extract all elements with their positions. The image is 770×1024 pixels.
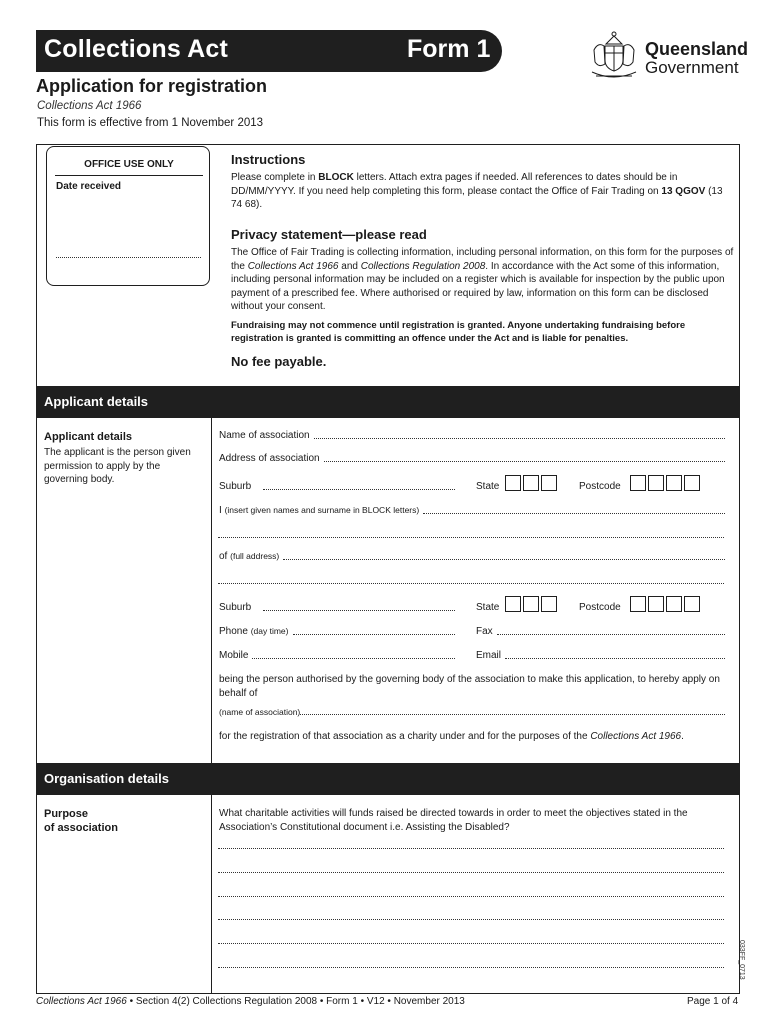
instructions-heading: Instructions bbox=[231, 152, 306, 167]
office-use-box bbox=[46, 146, 210, 286]
applicant-state-label: State bbox=[476, 602, 500, 613]
page-title: Application for registration bbox=[36, 76, 268, 96]
state-boxes[interactable] bbox=[505, 475, 559, 491]
effective-date: This form is effective from 1 November 2013 bbox=[37, 117, 264, 129]
act-name: Collections Act 1966 bbox=[37, 100, 142, 112]
purpose-heading: Purpose of association bbox=[44, 808, 118, 834]
purpose-answer-line[interactable] bbox=[218, 848, 724, 849]
applicant-side-heading: Applicant details bbox=[44, 431, 133, 443]
column-divider bbox=[211, 418, 212, 763]
no-fee-notice: No fee payable. bbox=[231, 354, 327, 369]
email-field[interactable]: Email bbox=[476, 650, 725, 661]
applicant-state-boxes[interactable] bbox=[505, 596, 559, 612]
form-code: 033FF_0713 bbox=[738, 940, 745, 980]
purpose-question: What charitable activities will funds raised be directed towards in order to meet the objectives stated in the Association’s Constitutional document i.e. Assisting the Disabled? bbox=[219, 808, 688, 833]
date-received-line bbox=[56, 257, 201, 258]
divider bbox=[55, 175, 203, 176]
applicant-postcode-boxes[interactable] bbox=[630, 596, 702, 612]
instructions-text: Please complete in BLOCK letters. Attach extra pages if needed. All references to dates should be in DD/MM/YYYY. If you need help completing this form, please contact the Office of Fair Trading on 13 QGOV (13 74 68). bbox=[231, 172, 723, 210]
fundraising-warning: Fundraising may not commence until registration is granted. Anyone undertaking fundraising before registration is granted is committing an offence under the Act and is liable for penalties. bbox=[231, 320, 686, 344]
applicant-name-field[interactable]: I (insert given names and surname in BLOCK letters) bbox=[219, 505, 725, 516]
coat-of-arms-icon bbox=[588, 30, 640, 82]
state-label: State bbox=[476, 481, 500, 492]
suburb-field[interactable]: Suburb bbox=[219, 481, 455, 492]
applicant-address-field[interactable]: of (full address) bbox=[219, 551, 725, 562]
mobile-field[interactable]: Mobile bbox=[219, 650, 455, 661]
phone-field[interactable]: Phone (day time) bbox=[219, 626, 455, 637]
organisation-section-header: Organisation details bbox=[36, 763, 740, 795]
address-of-association-field[interactable]: Address of association bbox=[219, 453, 725, 464]
name-of-association-field[interactable]: Name of association bbox=[219, 430, 725, 441]
fax-field[interactable]: Fax bbox=[476, 626, 725, 637]
footer-citation: Collections Act 1966 • Section 4(2) Collections Regulation 2008 • Form 1 • V12 • November 2013 bbox=[36, 996, 465, 1007]
purpose-answer-line[interactable] bbox=[218, 919, 724, 920]
applicant-suburb-field[interactable]: Suburb bbox=[219, 602, 455, 613]
applicant-side-text: The applicant is the person given permission to apply by the governing body. bbox=[44, 447, 191, 485]
column-divider bbox=[211, 795, 212, 993]
government-label: Government bbox=[645, 58, 739, 77]
office-use-title: OFFICE USE ONLY bbox=[84, 159, 174, 170]
applicant-name-line-2[interactable] bbox=[218, 537, 724, 538]
privacy-text: The Office of Fair Trading is collecting information, including personal information, on this form for the purposes of the Collections Act 1966 and Collections Regulation 2008. In accordance with the Act some of this information, including personal information may be included on a register which is available for inspection by the public upon payment of a prescribed fee. Where authorised or required by law, information on this form can be disclosed without your consent. bbox=[231, 247, 734, 312]
applicant-section-header: Applicant details bbox=[36, 386, 740, 418]
purpose-answer-line[interactable] bbox=[218, 872, 724, 873]
form-number: Form 1 bbox=[407, 35, 491, 63]
page-number: Page 1 of 4 bbox=[687, 996, 739, 1007]
authorisation-text: being the person authorised by the governing body of the association to make this application, to hereby apply on behalf of bbox=[219, 674, 720, 699]
applicant-address-line-2[interactable] bbox=[218, 583, 724, 584]
purpose-answer-line[interactable] bbox=[218, 943, 724, 944]
purpose-answer-line[interactable] bbox=[218, 967, 724, 968]
purpose-answer-line[interactable] bbox=[218, 896, 724, 897]
government-name: Queensland bbox=[645, 39, 749, 59]
registration-text: for the registration of that association as a charity under and for the purposes of the Collections Act 1966. bbox=[219, 731, 684, 742]
postcode-label: Postcode bbox=[579, 481, 621, 492]
privacy-heading: Privacy statement—please read bbox=[231, 227, 427, 242]
applicant-postcode-label: Postcode bbox=[579, 602, 621, 613]
association-name-field[interactable]: (name of association) bbox=[219, 707, 725, 717]
title-bar bbox=[36, 30, 502, 72]
postcode-boxes[interactable] bbox=[630, 475, 702, 491]
date-received-label: Date received bbox=[56, 181, 122, 192]
form-title: Collections Act bbox=[44, 35, 229, 63]
